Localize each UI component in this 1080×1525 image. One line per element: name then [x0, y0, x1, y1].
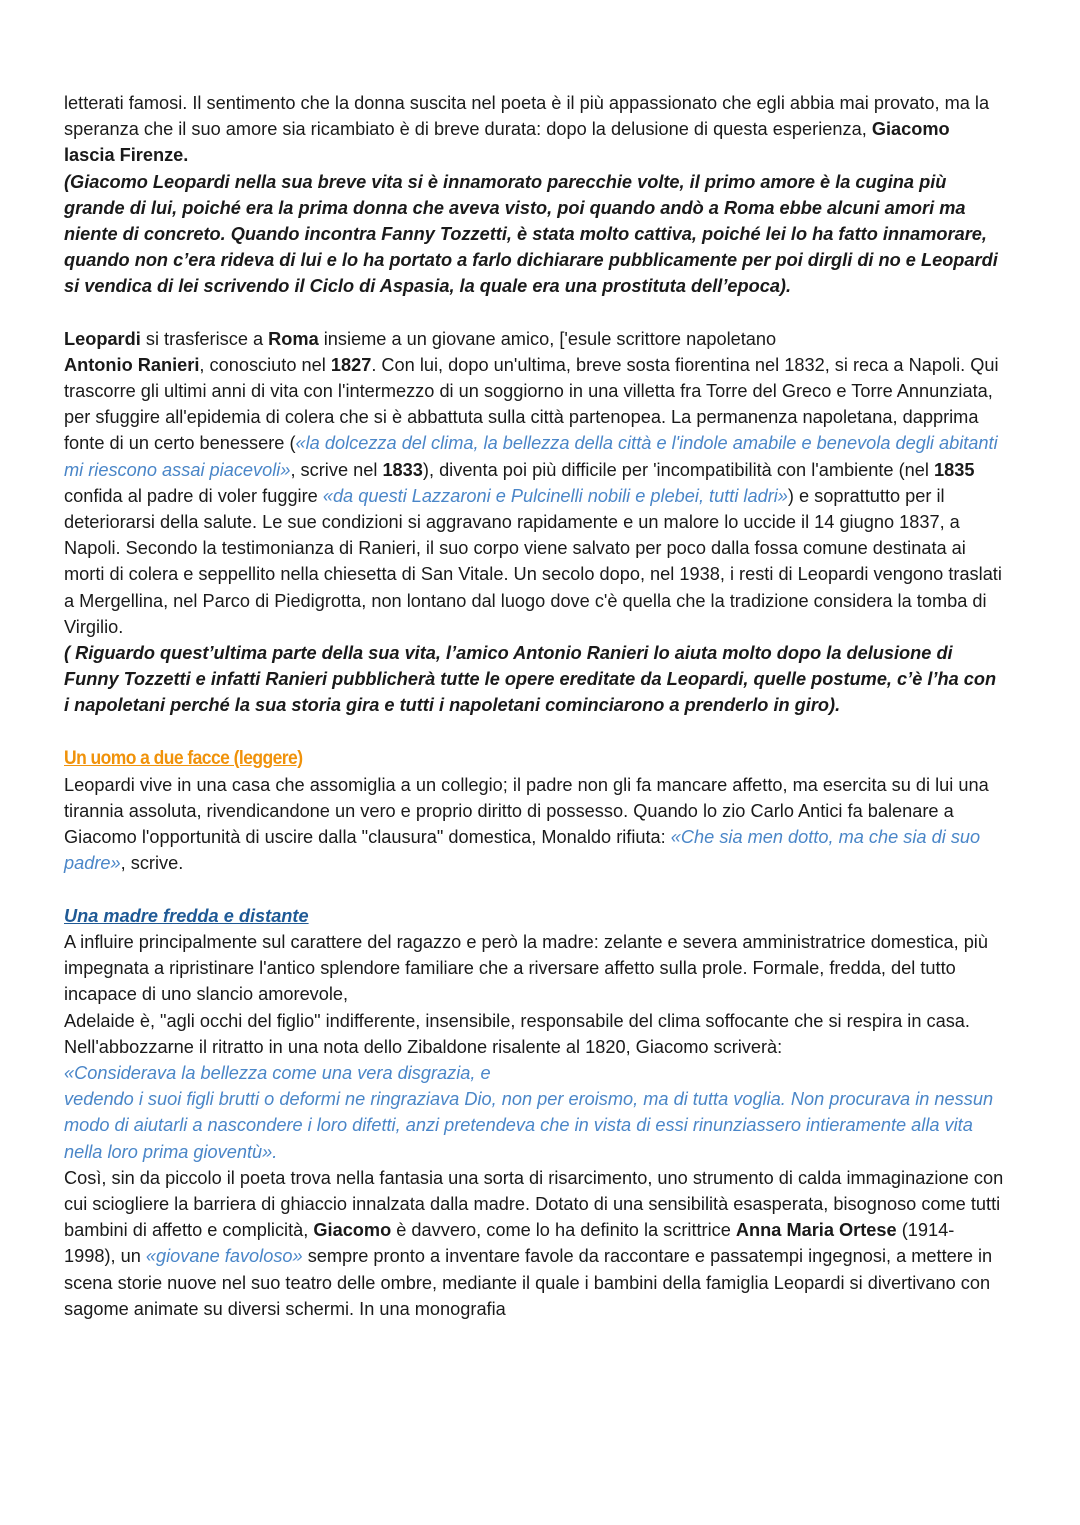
paragraph-fantasy: Così, sin da piccolo il poeta trova nella fantasia una sorta di risarcimento, uno strumento di calda immaginazione con cui sciogliere la barriera di ghiaccio innalzata dalla madre. Dotato di una sensibilità esasperata, bisognoso come tutti bambini di affetto e complicità, Giacomo è davvero, come lo ha definito la scrittrice Anna Maria Ortese (1914-1998), un «giovane favoloso» sempre pronto a inventare favole da raccontare e passatempi ingegnosi, a mettere in scena storie nuove nel suo teatro delle ombre, mediante il quale i bambini della famiglia Leopardi si divertivano con sagome animate su diversi schermi. In una monografia: [64, 1167, 1004, 1319]
paragraph-mother: A influire principalmente sul carattere del ragazzo e però la madre: zelante e severa amministratrice domestica, più impegnata a ripristinare l'antico splendore familiare che a riversare affetto sulla prole. Formale, fredda, del tutto incapace di uno slancio amorevole,: [64, 931, 988, 1005]
spacer: [64, 719, 1004, 745]
quote-giovane-favoloso: «giovane favoloso»: [145, 1246, 303, 1267]
section-heading-two-faces: Un uomo a due facce (leggere): [64, 747, 303, 769]
quote-monaldo: «Che sia men dotto, ma che sia di suo padre»: [64, 827, 981, 874]
section-heading-mother: Una madre fredda e distante: [64, 905, 309, 926]
paragraph-florence: letterati famosi. Il sentimento che la donna suscita nel poeta è il più appassionato che egli abbia mai provato, ma la speranza che il suo amore sia ricambiato è di breve durata: dopo la delusione di questa esperienza, Giacomo lascia Firenze.: [64, 93, 990, 166]
spacer: [64, 300, 1004, 326]
paragraph-naples: Leopardi si trasferisce a Roma insieme a un giovane amico, ['esule scrittore napoletano Antonio Ranieri, conosciuto nel 1827. Con lui, dopo un'ultima, breve sosta fiorentina nel 1832, si reca a Napoli. Qui trascorre gli ultimi anni di vita con l'intermezzo di un soggiorno in una villetta fra Torre del Greco e Torre Annunziata, per sfuggire all'epidemia di colera che si è abbattuta sulla città partenopea. La permanenza napoletana, dapprima fonte di un certo benessere («la dolcezza del clima, la bellezza della città e l'indole amabile e benevola degli abitanti mi riescono assai piacevoli», scrive nel 1833), diventa poi più difficile per 'incompatibilità con l'ambiente (nel 1835 confida al padre di voler fuggire «da questi Lazzaroni e Pulcinelli nobili e plebei, tutti ladri») e soprattutto per il deteriorarsi della salute. Le sue condizioni si aggravano rapidamente e un malore lo uccide il 14 giugno 1837, a Napoli. Secondo la testimonianza di Ranieri, il suo corpo viene salvato per poco dalla fossa comune destinata ai morti di colera e seppellito nella chiesetta di San Vitale. Un secolo dopo, nel 1938, i resti di Leopardi vengono traslati a Mergellina, nel Parco di Piedigrotta, non lontano dal luogo dove c'è quella che la tradizione considera la tomba di Virgilio.: [64, 328, 1002, 637]
quote-climate: «la dolcezza del clima, la bellezza della città e l'indole amabile e benevola degli abitanti mi riescono assai piacevoli»: [64, 433, 998, 480]
note-paragraph-loves: (Giacomo Leopardi nella sua breve vita si è innamorato parecchie volte, il primo amore è la cugina più grande di lui, poiché era la prima donna che aveva visto, poi quando andò a Roma ebbe alcuni amori ma niente di concreto. Quando incontra Fanny Tozzetti, è stata molto cattiva, poiché lei lo ha fatto innamorare, quando non c’era rideva di lui e lo ha portato a farlo dichiarare pubblicamente per poi dirgli di no e Leopardi si vendica di lei scrivendo il Ciclo di Aspasia, la quale era una prostituta dell’epoca).: [64, 171, 998, 297]
spacer: [64, 877, 1004, 903]
quote-zibaldone-line1: «Considerava la bellezza come una vera disgrazia, e: [64, 1062, 491, 1083]
note-paragraph-ranieri: ( Riguardo quest’ultima parte della sua vita, l’amico Antonio Ranieri lo aiuta molto dopo la delusione di Funny Tozzetti e infatti Ranieri pubblicherà tutte le opere ereditate da Leopardi, quelle postume, c’è l’ha con i napoletani perché la sua storia gira e tutti i napoletani cominciarono a prenderlo in giro).: [64, 643, 997, 716]
paragraph-father: Leopardi vive in una casa che assomiglia a un collegio; il padre non gli fa mancare affetto, ma esercita su di lui una tirannia assoluta, rivendicandone un vero e proprio diritto di possesso. Quando lo zio Carlo Antici fa balenare a Giacomo l'opportunità di uscire dalla "clausura" domestica, Monaldo rifiuta: «Che sia men dotto, ma che sia di suo padre», scrive.: [64, 774, 989, 874]
quote-zibaldone-line2: vedendo i suoi figli brutti o deformi ne ringraziava Dio, non per eroismo, ma di tutta voglia. Non procurava in nessun modo di aiutarli a nascondere i loro difetti, anzi pretendeva che in vista di essi rinunziassero intieramente alla vita nella loro prima gioventù».: [64, 1089, 994, 1162]
bold-text: Giacomo lascia Firenze.: [64, 119, 950, 166]
quote-lazzaroni: «da questi Lazzaroni e Pulcinelli nobili e plebei, tutti ladri»: [322, 485, 788, 506]
paragraph-adelaide: Adelaide è, "agli occhi del figlio" indifferente, insensibile, responsabile del clima soffocante che si respira in casa. Nell'abbozzarne il ritratto in una nota dello Zibaldone risalente al 1820, Giacomo scriverà:: [64, 1010, 970, 1057]
document-page: [64, 90, 1004, 1322]
